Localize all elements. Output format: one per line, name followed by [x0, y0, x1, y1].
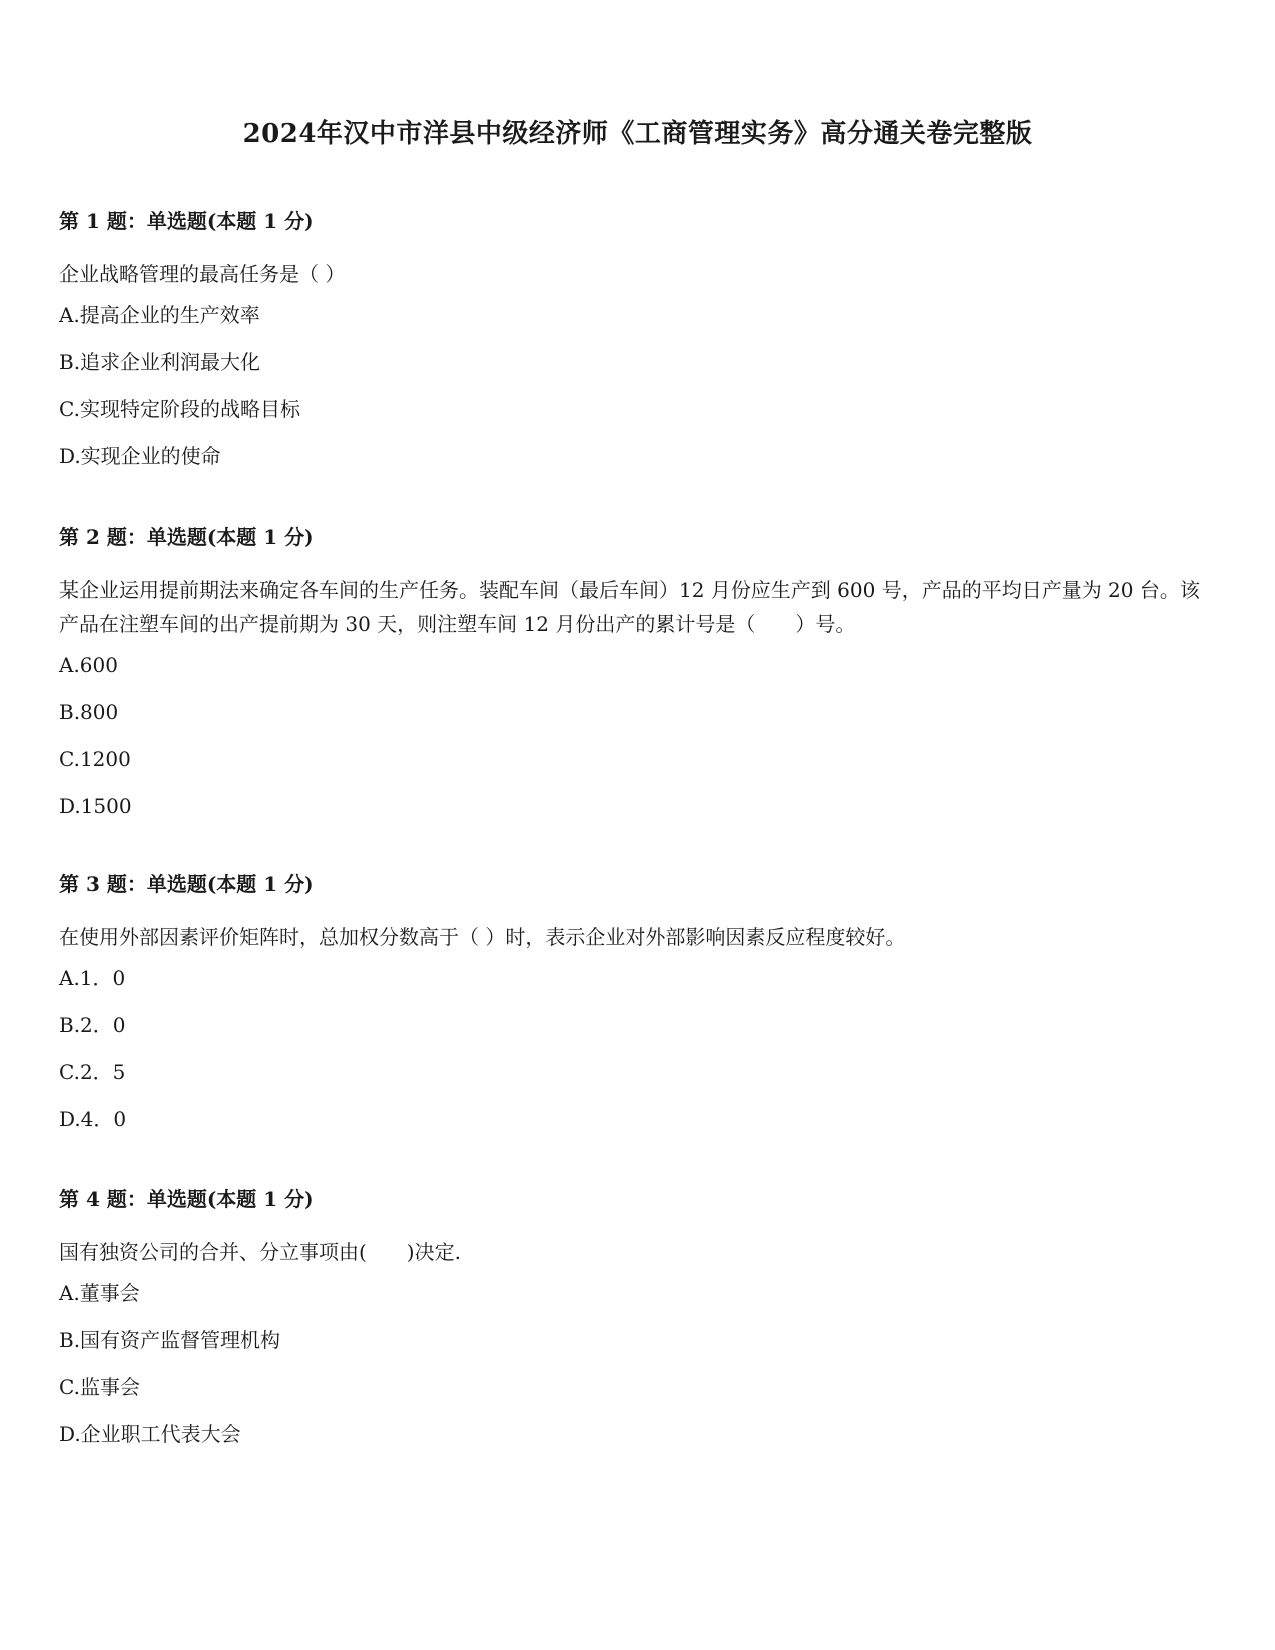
option-c: C.2．5	[59, 1060, 126, 1084]
question-header: 第 3 题：单选题(本题 1 分)	[59, 872, 314, 896]
option-d: D.企业职工代表大会	[59, 1422, 241, 1446]
question-3	[59, 870, 1219, 1152]
option-c: C.监事会	[59, 1375, 140, 1399]
question-stem: 国有独资公司的合并、分立事项由( )决定.	[59, 1240, 461, 1264]
option-c: C.1200	[59, 747, 131, 771]
question-stem: 企业战略管理的最高任务是（ ）	[59, 262, 346, 286]
option-b: B.800	[59, 700, 119, 724]
option-b: B.追求企业利润最大化	[59, 350, 261, 374]
question-stem: 某企业运用提前期法来确定各车间的生产任务。装配车间（最后车间）12 月份应生产到 600 号，产品的平均日产量为 20 台。该产品在注塑车间的出产提前期为 30 天，则注塑车间 12 月份出产的累计号是（ ）号。	[59, 578, 1200, 636]
option-a: A.600	[59, 653, 118, 677]
option-c: C.实现特定阶段的战略目标	[59, 397, 300, 421]
option-a: A.董事会	[59, 1281, 140, 1305]
option-d: D.实现企业的使命	[59, 444, 221, 468]
option-b: B.国有资产监督管理机构	[59, 1328, 281, 1352]
question-stem: 在使用外部因素评价矩阵时，总加权分数高于（ ）时，表示企业对外部影响因素反应程度较好。	[59, 925, 906, 949]
question-header: 第 2 题：单选题(本题 1 分)	[59, 525, 314, 549]
question-1	[59, 207, 1219, 489]
option-d: D.1500	[59, 794, 132, 818]
question-header: 第 1 题：单选题(本题 1 分)	[59, 209, 314, 233]
option-a: A.1．0	[59, 966, 126, 990]
document-title: 2024年汉中市洋县中级经济师《工商管理实务》高分通关卷完整版	[242, 119, 1033, 149]
question-header: 第 4 题：单选题(本题 1 分)	[59, 1187, 314, 1211]
option-d: D.4．0	[59, 1107, 127, 1131]
option-b: B.2．0	[59, 1013, 126, 1037]
question-4	[59, 1185, 1219, 1467]
question-2	[59, 523, 1219, 839]
option-a: A.提高企业的生产效率	[59, 303, 260, 327]
